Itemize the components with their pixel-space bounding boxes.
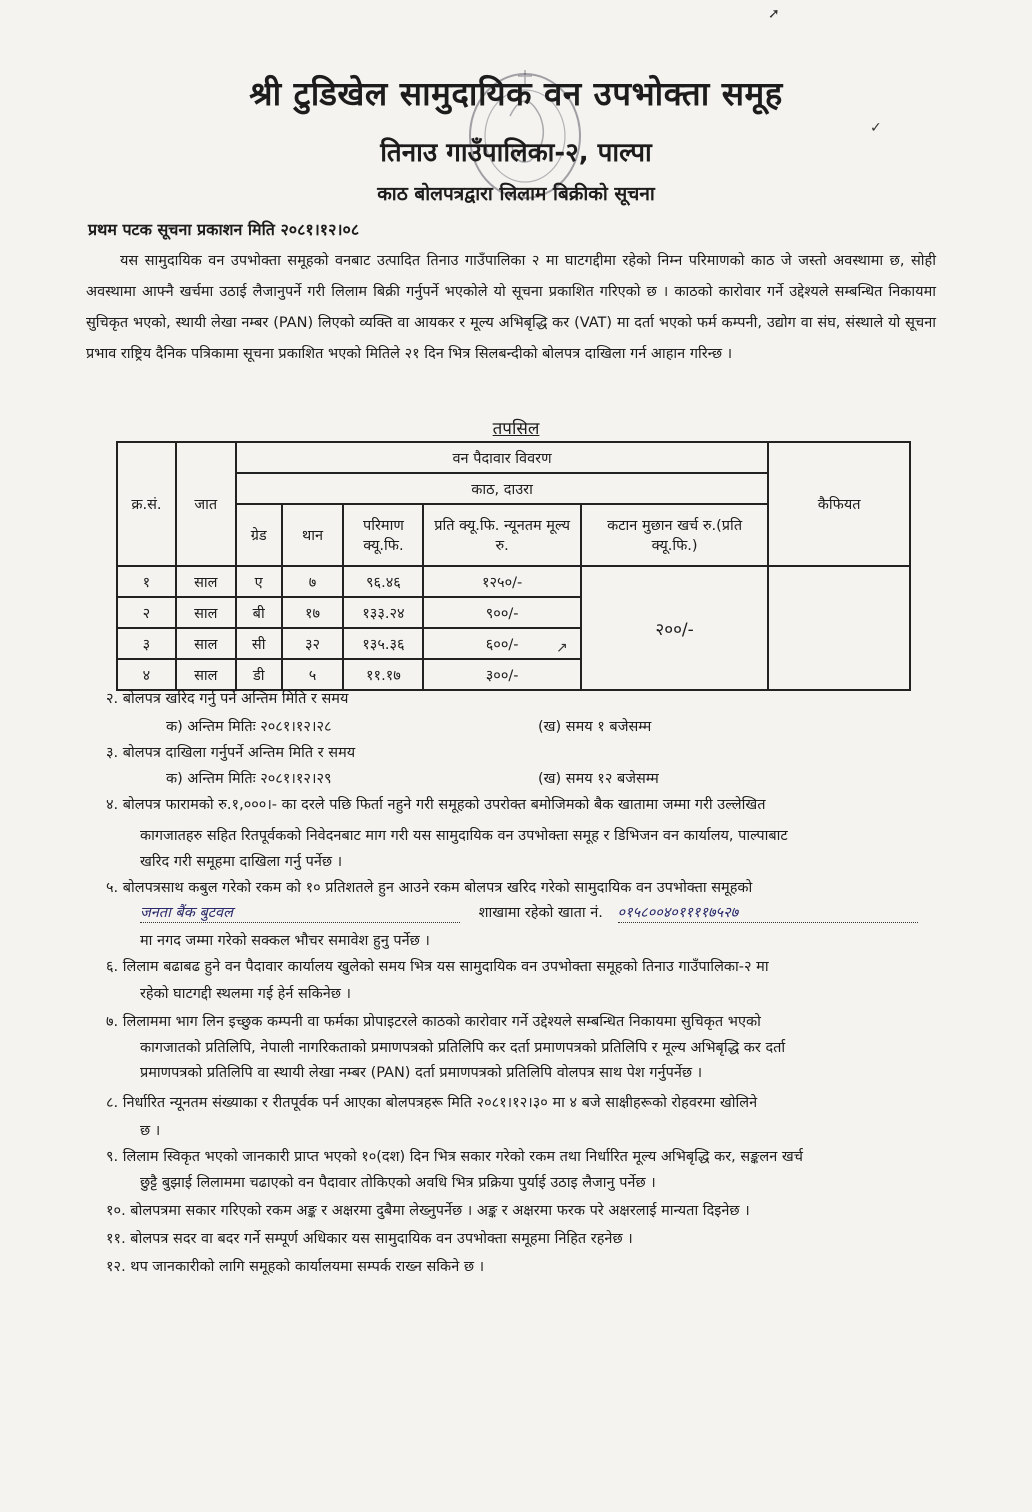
cell-price: ३००/- (423, 659, 581, 690)
cell-species: साल (176, 659, 236, 690)
item-11: ११. बोलपत्र सदर वा बदर गर्ने सम्पूर्ण अधिकार यस सामुदायिक वन उपभोक्ता समूहमा निहित रहनेछ । (106, 1231, 633, 1247)
item-7-line3: प्रमाणपत्रको प्रतिलिपि वा स्थायी लेखा नम्बर (PAN) दर्ता प्रमाणपत्रको प्रतिलिपि वोलपत्र साथ पेश गर्नुपर्नेछ । (140, 1065, 703, 1081)
cell-sn: ३ (117, 628, 176, 659)
account-number-field: ०१५८००४०११११७५२७ (618, 902, 918, 923)
item-2-date: क) अन्तिम मितिः २०८१।१२।२८ (166, 719, 332, 735)
table-row (117, 566, 910, 597)
header-grade: ग्रेड (236, 504, 282, 566)
cell-price: १२५०/- (423, 566, 581, 597)
org-title: श्री टुडिखेल सामुदायिक वन उपभोक्ता समूह (249, 74, 783, 113)
cell-price: ६००/- (423, 628, 581, 659)
item-5-line1: ५. बोलपत्रसाथ कबुल गरेको रकम को १० प्रतिशतले हुन आउने रकम बोलपत्र खरिद गरेको सामुदायिक वन उपभोक्ता समूहको (106, 880, 753, 896)
item-9-line1: ९. लिलाम स्विकृत भएको जानकारी प्राप्त भएको १०(दश) दिन भित्र सकार गरेको रकम तथा निर्धारित मूल्य अभिबृद्धि कर, सङ्कलन खर्च (106, 1149, 803, 1165)
timber-table (116, 441, 911, 691)
item-3: ३. बोलपत्र दाखिला गर्नुपर्ने अन्तिम मिति र समय (106, 745, 356, 761)
item-7-line2: कागजातको प्रतिलिपि, नेपाली नागरिकताको प्रमाणपत्रको प्रतिलिपि कर दर्ता प्रमाणपत्रको प्रतिलिपि र मूल्य अभिबृद्धि कर दर्ता (140, 1040, 786, 1056)
intro-text: यस सामुदायिक वन उपभोक्ता समूहको वनबाट उत्पादित तिनाउ गाउँपालिका २ मा घाटगद्दीमा रहेको निम्न परिमाणको काठ जे जस्तो अवस्थामा छ, सोही अवस्थामा आफ्नै खर्चमा उठाई लैजानुपर्ने गरी लिलाम बिक्री गर्नुपर्ने भएकोले यो सूचना प्रकाशित गरिएको छ । काठको कारोवार गर्ने उद्देश्यले सम्बन्धित निकायमा सुचिकृत भएको, स्थायी लेखा नम्बर (PAN) लिएको व्यक्ति वा आयकर र मूल्य अभिबृद्धि कर (VAT) मा दर्ता भएको फर्म कम्पनी, उद्योग वा संघ, संस्थाले यो सूचना प्रभाव राष्ट्रिय दैनिक पत्रिकामा सूचना प्रकाशित भएको मितिले २१ दिन भित्र सिलबन्दीको बोलपत्र दाखिला गर्न आहान गरिन्छ । (86, 253, 936, 362)
header-sn: क्र.सं. (117, 442, 176, 566)
tick-mark-icon: ↗ (556, 640, 568, 656)
item-6-line2: रहेको घाटगद्दी स्थलमा गई हेर्न सकिनेछ । (140, 986, 352, 1002)
cell-sn: ४ (117, 659, 176, 690)
header-quantity: परिमाण क्यू.फि. (343, 504, 423, 566)
bank-name-field: जनता बैंक बुटवल (140, 902, 460, 923)
item-9-line2: छुट्टै बुझाई लिलाममा चढाएको वन पैदावार तोकिएको अवधि भित्र प्रक्रिया पुर्याई उठाइ लैजानु पर्नेछ । (140, 1175, 656, 1191)
item-4-line3: खरिद गरी समूहमा दाखिला गर्नु पर्नेछ । (140, 854, 343, 870)
cell-sn: २ (117, 597, 176, 628)
cell-species: साल (176, 566, 236, 597)
cell-than: ५ (282, 659, 344, 690)
item-5-line3: मा नगद जम्मा गरेको सक्कल भौचर समावेश हुनु पर्नेछ । (140, 933, 430, 949)
cell-species: साल (176, 597, 236, 628)
item-2: २. बोलपत्र खरिद गर्नु पर्ने अन्तिम मिति र समय (106, 691, 349, 707)
item-7-line1: ७. लिलाममा भाग लिन इच्छुक कम्पनी वा फर्मका प्रोपाइटरले काठको कारोवार गर्ने उद्देश्यले सम्बन्धित निकायमा सुचिकृत भएको (106, 1014, 761, 1030)
cell-grade: सी (236, 628, 282, 659)
item-5-line2 (140, 902, 918, 923)
intro-paragraph (86, 246, 936, 370)
header-remarks: कैफियत (768, 442, 910, 566)
header-timber-firewood: काठ, दाउरा (236, 473, 769, 504)
item-8-line2: छ । (140, 1123, 161, 1139)
header-than: थान (282, 504, 344, 566)
cell-than: ३२ (282, 628, 344, 659)
pen-mark-icon: ✓ (870, 120, 882, 136)
cell-grade: ए (236, 566, 282, 597)
branch-account-label: शाखामा रहेको खाता नं. (478, 905, 603, 921)
cell-grade: बी (236, 597, 282, 628)
cell-sn: १ (117, 566, 176, 597)
publication-date: प्रथम पटक सूचना प्रकाशन मिति २०८१।१२।०८ (88, 220, 360, 239)
notice-title: काठ बोलपत्रद्वारा लिलाम बिक्रीको सूचना (377, 183, 655, 205)
cell-quantity: १३५.३६ (343, 628, 423, 659)
item-2-time: (ख) समय १ बजेसम्म (538, 719, 652, 735)
item-12: १२. थप जानकारीको लागि समूहको कार्यालयमा सम्पर्क राख्न सकिने छ । (106, 1259, 485, 1275)
cell-than: ७ (282, 566, 344, 597)
cell-species: साल (176, 628, 236, 659)
item-10: १०. बोलपत्रमा सकार गरिएको रकम अङ्क र अक्षरमा दुबैमा लेख्नुपर्नेछ । अङ्क र अक्षरमा फरक परे अक्षरलाई मान्यता दिइनेछ । (106, 1203, 750, 1219)
pen-mark-icon: ➚ (768, 6, 780, 22)
cell-grade: डी (236, 659, 282, 690)
item-4-line1: ४. बोलपत्र फारामको रु.१,०००।- का दरले पछि फिर्ता नहुने गरी समूहको उपरोक्त बमोजिमको बैक खातामा जम्मा गरी उल्लेखित (106, 797, 766, 813)
cell-than: १७ (282, 597, 344, 628)
header-species: जात (176, 442, 236, 566)
item-3-time: (ख) समय १२ बजेसम्म (538, 771, 659, 787)
org-address: तिनाउ गाउँपालिका-२, पाल्पा (380, 138, 652, 168)
header-cutting-cost: कटान मुछान खर्च रु.(प्रति क्यू.फि.) (581, 504, 768, 566)
cell-quantity: ११.१७ (343, 659, 423, 690)
item-4-line2: कागजातहरु सहित रितपूर्वकको निवेदनबाट माग गरी यस सामुदायिक वन उपभोक्ता समूह र डिभिजन वन कार्यालय, पाल्पाबाट (140, 828, 788, 844)
item-3-date: क) अन्तिम मितिः २०८१।१२।२९ (166, 771, 332, 787)
item-6-line1: ६. लिलाम बढाबढ हुने वन पैदावार कार्यालय खुलेको समय भित्र यस सामुदायिक वन उपभोक्ता समूहको तिनाउ गाउँपालिका-२ मा (106, 959, 769, 975)
schedule-heading: तपसिल (492, 419, 540, 439)
cell-quantity: १३३.२४ (343, 597, 423, 628)
cell-quantity: ९६.४६ (343, 566, 423, 597)
cell-cutting-cost: २००/- (581, 566, 768, 690)
header-min-price: प्रति क्यू.फि. न्यूनतम मूल्य रु. (423, 504, 581, 566)
cell-price: ९००/- (423, 597, 581, 628)
cell-remarks (768, 566, 910, 690)
header-forest-products: वन पैदावार विवरण (236, 442, 769, 473)
item-8-line1: ८. निर्धारित न्यूनतम संख्याका र रीतपूर्वक पर्न आएका बोलपत्रहरू मिति २०८१।१२।३० मा ४ बजे साक्षीहरूको रोहवरमा खोलिने (106, 1095, 758, 1111)
